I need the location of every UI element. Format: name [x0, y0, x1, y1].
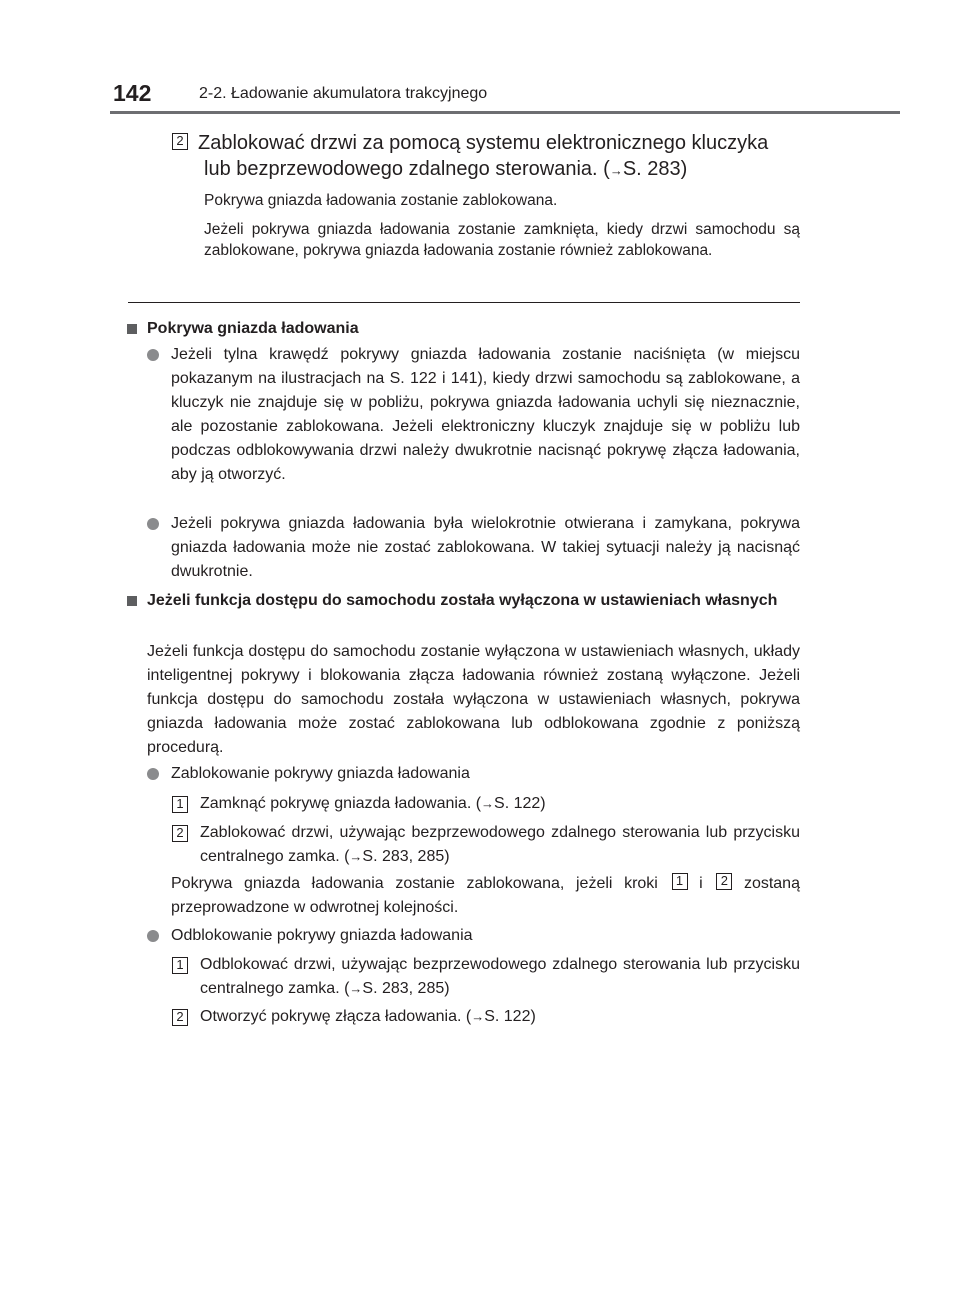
- lock-step-2: 2 Zablokować drzwi, używając bezprzewodowego zdalnego sterowania lub przycisku centralnego zamka. (→S. 283, 285): [200, 821, 800, 869]
- unlock-step-2: 2 Otworzyć pokrywę złącza ładowania. (→S. 122): [200, 1005, 800, 1029]
- step-number-box: 1: [672, 873, 688, 890]
- circle-bullet-icon: [147, 349, 159, 361]
- step-note-1: Pokrywa gniazda ładowania zostanie zablokowana.: [204, 192, 558, 209]
- arrow-icon: →: [349, 981, 363, 996]
- step-number-box: 2: [172, 825, 188, 842]
- step-number-box: 2: [172, 1009, 188, 1026]
- arrow-icon: →: [349, 849, 363, 864]
- page-reference: S. 283): [622, 158, 688, 180]
- unlock-procedure-label: Odblokowanie pokrywy gniazda ładowania: [171, 924, 800, 948]
- step-note-2: Jeżeli pokrywa gniazda ładowania zostanie zamknięta, kiedy drzwi samochodu są zablokowane, pokrywa gniazda ładowania zostanie również zablokowana.: [204, 221, 800, 259]
- section-title: 2-2. Ładowanie akumulatora trakcyjnego: [199, 85, 488, 102]
- bullet-paragraph: Jeżeli tylna krawędź pokrywy gniazda ładowania zostanie naciśnięta (w miejscu pokazanym na ilustracjach na S. 122 i 141), kiedy drzwi samochodu są zablokowane, a kluczyk nie znajduje się w pobliżu, pokrywa gniazda ładowania uchyli się nieznacznie, ale pozostanie zablokowana. Jeżeli elektroniczny kluczyk znajduje się w pobliżu lub podczas odblokowywania drzwi należy dwukrotnie nacisnąć pokrywę złącza ładowania, aby ją otworzyć.: [171, 343, 800, 487]
- page-header: [0, 0, 960, 110]
- unlock-step-1: 1 Odblokować drzwi, używając bezprzewodowego zdalnego sterowania lub przycisku centralnego zamka. (→S. 283, 285): [200, 953, 800, 1001]
- circle-bullet-icon: [147, 930, 159, 942]
- circle-bullet-icon: [147, 518, 159, 530]
- heading-charging-cover: Pokrywa gniazda ładowania: [147, 317, 800, 341]
- bullet-paragraph: Jeżeli pokrywa gniazda ładowania była wielokrotnie otwierana i zamykana, pokrywa gniazda ładowania może nie zostać zablokowana. W takiej sytuacji należy ją nacisnąć dwukrotnie.: [171, 512, 800, 584]
- lock-procedure-label: Zablokowanie pokrywy gniazda ładowania: [171, 762, 800, 786]
- square-bullet-icon: [127, 596, 137, 606]
- step-text-line2: lub bezprzewodowego zdalnego sterowania. (: [204, 158, 610, 180]
- arrow-icon: →: [481, 796, 495, 811]
- section-divider: [128, 302, 800, 303]
- step-number-box: 2: [172, 133, 188, 150]
- lock-step-1: 1 Zamknąć pokrywę gniazda ładowania. (→S. 122): [200, 792, 800, 816]
- step-text-line1: Zablokować drzwi za pomocą systemu elektronicznego kluczyka: [198, 132, 769, 154]
- step-number-box: 1: [172, 957, 188, 974]
- arrow-icon: →: [609, 163, 623, 178]
- access-disabled-body: Jeżeli funkcja dostępu do samochodu zostanie wyłączona w ustawieniach własnych, układy inteligentnej pokrywy i blokowania złącza ładowania również zostaną wyłączone. Jeżeli funkcja dostępu do samochodu została wyłączona w ustawieniach własnych, pokrywa gniazda ładowania może zostać zablokowana lub odblokowana zgodnie z poniższą procedurą.: [147, 643, 800, 756]
- arrow-icon: →: [471, 1009, 485, 1024]
- heading-access-disabled: Jeżeli funkcja dostępu do samochodu została wyłączona w ustawieniach własnych: [147, 589, 800, 613]
- square-bullet-icon: [127, 324, 137, 334]
- step-number-box: 2: [716, 873, 732, 890]
- step-2-instruction: [172, 130, 800, 184]
- header-rule: [110, 111, 900, 114]
- step-number-box: 1: [172, 796, 188, 813]
- circle-bullet-icon: [147, 768, 159, 780]
- lock-note: Pokrywa gniazda ładowania zostanie zablokowana, jeżeli kroki 1 i 2 zostaną przeprowadzone w odwrotnej kolejności.: [171, 873, 800, 916]
- page-number: 142: [113, 80, 152, 106]
